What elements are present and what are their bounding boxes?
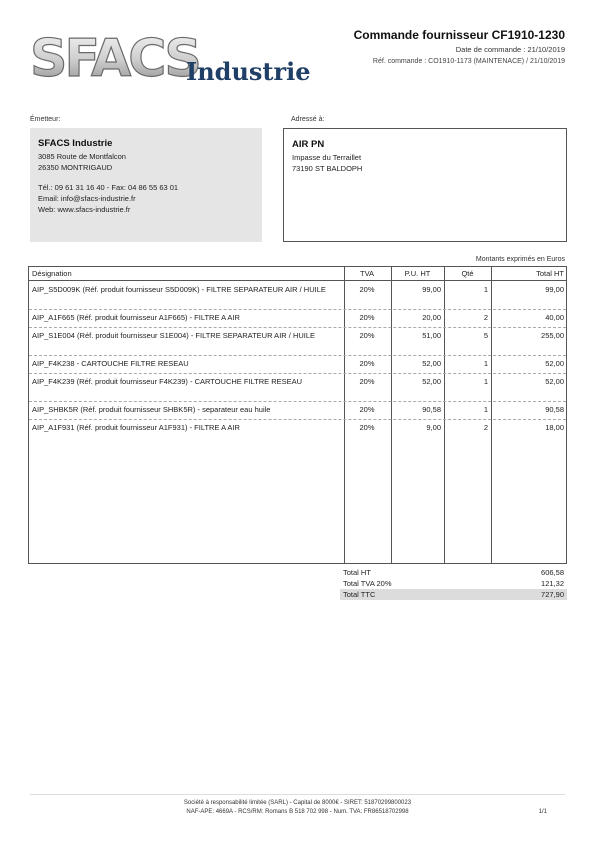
cell-quantity: 1: [483, 285, 488, 294]
cell-quantity: 5: [483, 331, 488, 340]
cell-tva: 20%: [359, 313, 375, 322]
cell-tva: 20%: [359, 405, 375, 414]
cell-unit-price: 51,00: [422, 331, 441, 340]
cell-designation: AIP_F4K239 (Réf. produit fournisseur F4K239) - CARTOUCHE FILTRE RESEAU: [32, 377, 303, 386]
cell-quantity: 1: [483, 359, 488, 368]
table-header: [29, 267, 566, 281]
total-tva-value: 121,32: [541, 579, 564, 588]
total-ttc-row: [340, 589, 567, 600]
cell-designation: AIP_A1F665 (Réf. produit fournisseur A1F665) - FILTRE A AIR: [32, 313, 240, 322]
sender-phone: Tél.: 09 61 31 16 40 - Fax: 04 86 55 63 01: [38, 183, 179, 192]
total-ht-label: Total HT: [343, 568, 371, 577]
sender-name: SFACS Industrie: [38, 138, 113, 149]
table-row: [29, 310, 566, 328]
cell-unit-price: 52,00: [422, 377, 441, 386]
table-row: [29, 402, 566, 420]
cell-total: 255,00: [541, 331, 564, 340]
recipient-address-line1: Impasse du Terraillet: [292, 153, 362, 162]
cell-unit-price: 52,00: [422, 359, 441, 368]
table-row: [29, 356, 566, 374]
company-logo: [28, 28, 318, 90]
footer-legal-line2: NAF-APE: 4669A - RCS/RM: Romans B 518 702 998 - Num. TVA: FR86518702998: [186, 809, 409, 815]
document-title: Commande fournisseur CF1910-1230: [353, 28, 565, 42]
table-row: [29, 328, 566, 356]
totals-block: [340, 567, 567, 600]
cell-designation: AIP_S1E004 (Réf. produit fournisseur S1E004) - FILTRE SEPARATEUR AIR / HUILE: [32, 331, 316, 340]
cell-unit-price: 99,00: [422, 285, 441, 294]
header-tva: TVA: [359, 269, 375, 278]
header-unit-price: P.U. HT: [404, 269, 431, 278]
sender-address-line1: 3085 Route de Montfalcon: [38, 152, 126, 161]
cell-designation: AIP_SHBK5R (Réf. produit fournisseur SHBK5R) - separateur eau huile: [32, 405, 271, 414]
cell-designation: AIP_S5D009K (Réf. produit fournisseur S5D009K) - FILTRE SEPARATEUR AIR / HUILE: [32, 285, 326, 294]
order-lines-table: [28, 266, 567, 564]
header-quantity: Qté: [461, 269, 474, 278]
recipient-address-line2: 73190 ST BALDOPH: [292, 164, 363, 173]
sender-email: Email: info@sfacs-industrie.fr: [38, 194, 136, 203]
recipient-label: Adressé à:: [291, 116, 325, 123]
cell-tva: 20%: [359, 423, 375, 432]
cell-unit-price: 9,00: [426, 423, 441, 432]
total-tva-label: Total TVA 20%: [343, 579, 392, 588]
logo-word: SFACS: [30, 29, 199, 89]
sender-address-line2: 26350 MONTRIGAUD: [38, 163, 113, 172]
sender-website: Web: www.sfacs-industrie.fr: [38, 205, 131, 214]
header-total-ht: Total HT: [536, 269, 564, 278]
order-date: Date de commande : 21/10/2019: [455, 45, 565, 54]
cell-total: 52,00: [545, 377, 564, 386]
recipient-name: AIR PN: [292, 139, 325, 150]
cell-total: 90,58: [545, 405, 564, 414]
cell-quantity: 2: [483, 423, 488, 432]
footer-legal-line1: Société à responsabilité limitée (SARL) - Capital de 8000€ - SIRET: 51870299800023: [183, 800, 412, 806]
cell-tva: 20%: [359, 331, 375, 340]
cell-quantity: 1: [483, 377, 488, 386]
cell-quantity: 1: [483, 405, 488, 414]
cell-unit-price: 20,00: [422, 313, 441, 322]
total-tva-row: [340, 578, 567, 589]
sender-box: [30, 128, 262, 242]
total-ttc-value: 727,90: [541, 590, 564, 599]
logo-suffix: Industrie: [186, 57, 311, 86]
cell-total: 52,00: [545, 359, 564, 368]
cell-unit-price: 90,58: [422, 405, 441, 414]
cell-tva: 20%: [359, 377, 375, 386]
currency-note: Montants exprimés en Euros: [475, 256, 565, 263]
table-row: [29, 374, 566, 402]
cell-designation: AIP_A1F931 (Réf. produit fournisseur A1F931) - FILTRE A AIR: [32, 423, 240, 432]
total-ttc-label: Total TTC: [343, 590, 376, 599]
cell-quantity: 2: [483, 313, 488, 322]
order-reference: Réf. commande : CO1910-1173 (MAINTENACE) / 21/10/2019: [372, 58, 565, 65]
cell-total: 18,00: [545, 423, 564, 432]
table-row: [29, 420, 566, 438]
recipient-box: [283, 128, 567, 242]
cell-tva: 20%: [359, 359, 375, 368]
total-ht-row: [340, 567, 567, 578]
cell-total: 40,00: [545, 313, 564, 322]
page-number: 1/1: [538, 809, 547, 815]
total-ht-value: 606,58: [541, 568, 564, 577]
cell-designation: AIP_F4K238 - CARTOUCHE FILTRE RESEAU: [32, 359, 189, 368]
cell-total: 99,00: [545, 285, 564, 294]
header-designation: Désignation: [32, 269, 72, 278]
footer-divider: [30, 794, 565, 795]
table-row: [29, 282, 566, 310]
cell-tva: 20%: [359, 285, 375, 294]
sender-label: Émetteur:: [30, 116, 61, 123]
